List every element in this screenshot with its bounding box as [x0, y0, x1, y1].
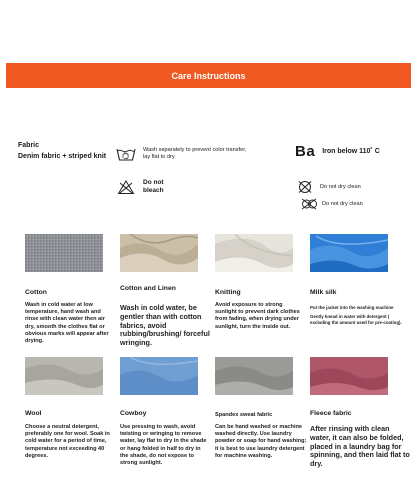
- milk-silk-note: Put the jacket into the washing machine: [310, 305, 394, 310]
- care-iron-row: [295, 143, 380, 160]
- knitting-swatch: [215, 234, 293, 272]
- cowboy-swatch: [120, 357, 198, 395]
- do-not-bleach-icon: [116, 178, 136, 196]
- iron-mark: Ba: [295, 143, 316, 160]
- dry-clean-text-2: Do not dry clean: [322, 200, 363, 207]
- banner-title: Care Instructions: [171, 70, 246, 81]
- cotton-linen-swatch: [120, 234, 198, 272]
- dry-clean-text-1: Do not dry clean: [320, 183, 361, 190]
- care-instructions-banner: [6, 63, 411, 88]
- cotton-title: Cotton: [25, 289, 47, 296]
- care-dryclean-row-2: [299, 195, 370, 213]
- spandex-swatch: [215, 357, 293, 395]
- care-bleach-row: [116, 178, 183, 196]
- cotton-linen-title: Cotton and Linen: [120, 285, 176, 292]
- bleach-text: Do not bleach: [143, 179, 164, 194]
- fabric-label: Fabric: [18, 142, 40, 149]
- iron-text: Iron below 110˚ C: [322, 148, 380, 155]
- cowboy-title: Cowboy: [120, 410, 147, 417]
- cotton-swatch: [25, 234, 103, 272]
- wool-title: Wool: [25, 410, 42, 417]
- fabric-info: [18, 141, 113, 161]
- fleece-swatch: [310, 357, 388, 395]
- do-not-dry-clean-icon: [299, 195, 319, 213]
- wool-desc: Choose a neutral detergent, preferably one for wool. Soak in cold water for a period of time, temperature not exceeding 40 degrees.: [25, 424, 110, 459]
- do-not-dry-clean-icon: [295, 178, 315, 196]
- wool-swatch: [25, 357, 103, 395]
- fleece-title: Fleece fabric: [310, 410, 352, 417]
- cowboy-desc: Use pressing to wash, avoid twisting or wringing to remove water, lay flat to dry in the shade or hang folded in half to dry in the shade, do not expose to strong sunlight.: [120, 424, 207, 467]
- milk-silk-swatch: [310, 234, 388, 272]
- milk-silk-desc: Gently knead in water with detergent ( excluding the amount used for pre-coating).: [310, 314, 402, 325]
- care-wash-row: [116, 145, 266, 163]
- cotton-desc: Wash in cold water at low temperature, hand wash and rinse with clean water then air dry, smooth the clothes flat or obvious marks will appear after drying.: [25, 302, 109, 345]
- fabric-value: Denim fabric + striped knit: [18, 153, 107, 160]
- knitting-title: Knitting: [215, 289, 241, 296]
- cotton-linen-desc: Wash in cold water, be gentler than with cotton fabrics, avoid rubbing/brushing/ forceful wringing.: [120, 303, 210, 348]
- care-dryclean-row-1: [295, 178, 370, 196]
- milk-silk-title: Milk silk: [310, 289, 337, 296]
- spandex-desc: Can be hand washed or machine washed directly. Use laundry powder or soap for hand washing; it is best to use laundry detergent for machine washing.: [215, 424, 307, 459]
- spandex-title: Spandex sweat fabric: [215, 412, 273, 418]
- hand-wash-icon: [116, 145, 136, 163]
- fleece-desc: After rinsing with clean water, it can also be folded, placed in a laundry bag for spinning, and then laid flat to dry.: [310, 424, 410, 469]
- knitting-desc: Avoid exposure to strong sunlight to prevent dark clothes from fading, when drying under sunlight, turn the inside out.: [215, 302, 300, 330]
- wash-text: Wash separately to prevent color transfer, lay flat to dry: [143, 147, 247, 160]
